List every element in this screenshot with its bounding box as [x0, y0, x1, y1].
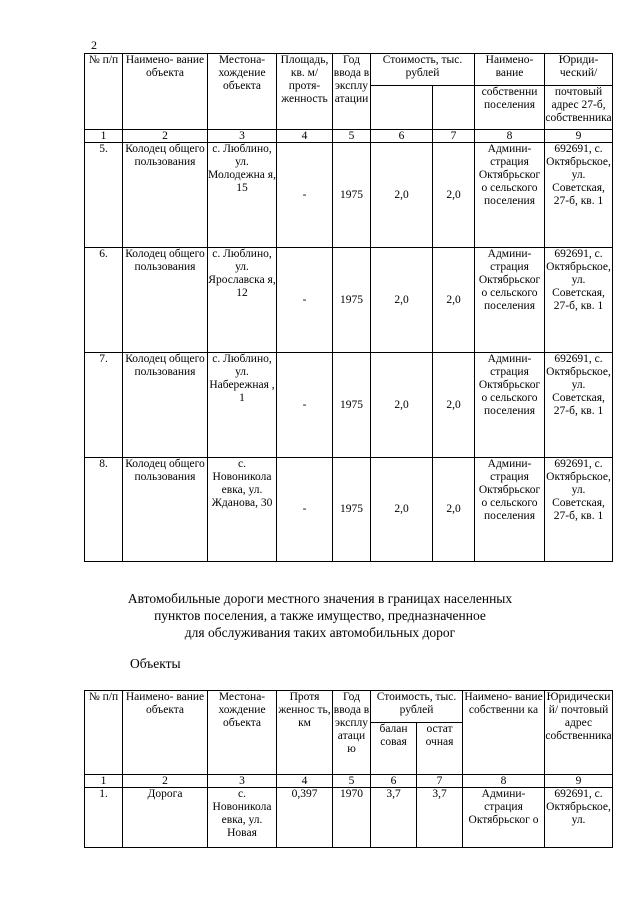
- row-address: 692691, с. Октябрьское, ул. Советская, 27-б, кв. 1: [545, 248, 613, 353]
- section-subheading: Объекты: [130, 656, 181, 671]
- row-location: с. Новоникола евка, ул. Жданова, 30: [208, 458, 277, 562]
- col-number: 3: [208, 130, 277, 143]
- page-number: 2: [91, 38, 97, 52]
- col-number: 6: [371, 775, 417, 788]
- row-balance: 2,0: [371, 353, 433, 458]
- header-legal-sub: почтовый адрес 27-б, собственника: [545, 86, 613, 130]
- row-balance: 2,0: [371, 248, 433, 353]
- row-residual: 2,0: [433, 353, 475, 458]
- header-year: Год ввода в эксплу атации: [333, 54, 371, 130]
- header-owner: Наимено- вание собственни ка: [463, 691, 545, 775]
- row-location: с. Люблино, ул. Ярославска я, 12: [208, 248, 277, 353]
- row-address: 692691, с. Октябрьское, ул. Советская, 27-б, кв. 1: [545, 458, 613, 562]
- column-numbers-row: [85, 130, 613, 143]
- section-heading: [90, 590, 550, 641]
- row-no: 7.: [85, 353, 123, 458]
- row-year: 1975: [333, 353, 371, 458]
- row-area: -: [277, 353, 333, 458]
- col-number: 4: [277, 130, 333, 143]
- row-balance: 2,0: [371, 458, 433, 562]
- row-balance: 3,7: [371, 788, 417, 848]
- table-row: [85, 248, 613, 353]
- row-location: с. Новоникола евка, ул. Новая: [208, 788, 277, 848]
- header-year: Год ввода в эксплу атаци ю: [333, 691, 371, 775]
- row-owner: Админи- страция Октябрьског о сельского поселения: [475, 353, 545, 458]
- row-no: 8.: [85, 458, 123, 562]
- header-legal: Юриди- ческий/: [545, 54, 613, 86]
- col-number: 4: [277, 775, 333, 788]
- row-residual: 2,0: [433, 143, 475, 248]
- heading-line: пунктов поселения, а также имущество, предназначенное: [154, 608, 486, 623]
- row-location: с. Люблино, ул. Набережная , 1: [208, 353, 277, 458]
- row-year: 1975: [333, 248, 371, 353]
- col-number: 1: [85, 130, 123, 143]
- header-cost: Стоимость, тыс. рублей: [371, 691, 463, 723]
- header-location: Местона- хождение объекта: [208, 691, 277, 775]
- header-balance: балан совая: [371, 723, 417, 775]
- col-number: 3: [208, 775, 277, 788]
- header-address: Юридически й/ почтовый адрес собственника: [545, 691, 613, 775]
- row-owner: Админи- страция Октябрьског о сельского поселения: [475, 143, 545, 248]
- col-number: 8: [475, 130, 545, 143]
- row-location: с. Люблино, ул. Молодежна я, 15: [208, 143, 277, 248]
- table-row: [85, 458, 613, 562]
- col-number: 1: [85, 775, 123, 788]
- col-number: 5: [333, 775, 371, 788]
- row-name: Колодец общего пользования: [123, 353, 208, 458]
- table-row: [85, 788, 613, 848]
- row-name: Колодец общего пользования: [123, 143, 208, 248]
- col-number: 2: [123, 775, 208, 788]
- row-owner: Админи- страция Октябрьског о: [463, 788, 545, 848]
- roads-table: [84, 690, 613, 848]
- header-residual: остат очная: [417, 723, 463, 775]
- col-number: 9: [545, 130, 613, 143]
- row-year: 1975: [333, 458, 371, 562]
- row-residual: 2,0: [433, 248, 475, 353]
- col-number: 8: [463, 775, 545, 788]
- col-number: 2: [123, 130, 208, 143]
- row-no: 5.: [85, 143, 123, 248]
- row-year: 1970: [333, 788, 371, 848]
- table-row: [85, 353, 613, 458]
- row-area: -: [277, 248, 333, 353]
- row-balance: 2,0: [371, 143, 433, 248]
- col-number: 7: [417, 775, 463, 788]
- row-address: 692691, с. Октябрьское, ул.: [545, 788, 613, 848]
- header-location: Местона- хождение объекта: [208, 54, 277, 130]
- col-number: 9: [545, 775, 613, 788]
- column-numbers-row: [85, 775, 613, 788]
- header-name: Наимено- вание объекта: [123, 691, 208, 775]
- wells-table: [84, 53, 613, 562]
- table-row: [85, 143, 613, 248]
- row-year: 1975: [333, 143, 371, 248]
- row-length: 0,397: [277, 788, 333, 848]
- row-owner: Админи- страция Октябрьског о сельского поселения: [475, 458, 545, 562]
- header-no: № п/п: [85, 691, 123, 775]
- row-residual: 3,7: [417, 788, 463, 848]
- row-residual: 2,0: [433, 458, 475, 562]
- row-address: 692691, с. Октябрьское, ул. Советская, 27-б, кв. 1: [545, 353, 613, 458]
- row-name: Дорога: [123, 788, 208, 848]
- col-number: 5: [333, 130, 371, 143]
- row-area: -: [277, 458, 333, 562]
- header-cost: Стоимость, тыс. рублей: [371, 54, 475, 86]
- col-number: 6: [371, 130, 433, 143]
- header-length: Протя женнос ть, км: [277, 691, 333, 775]
- row-name: Колодец общего пользования: [123, 248, 208, 353]
- header-name: Наимено- вание объекта: [123, 54, 208, 130]
- row-address: 692691, с. Октябрьское, ул. Советская, 27-б, кв. 1: [545, 143, 613, 248]
- header-no: № п/п: [85, 54, 123, 130]
- row-area: -: [277, 143, 333, 248]
- row-name: Колодец общего пользования: [123, 458, 208, 562]
- heading-line: Автомобильные дороги местного значения в границах населенных: [127, 591, 513, 606]
- heading-line: для обслуживания таких автомобильных дорог: [184, 625, 456, 640]
- header-area: Площадь, кв. м/ протя- женность: [277, 54, 333, 130]
- row-no: 6.: [85, 248, 123, 353]
- row-owner: Админи- страция Октябрьског о сельского поселения: [475, 248, 545, 353]
- header-owner: Наимено- вание: [475, 54, 545, 86]
- row-no: 1.: [85, 788, 123, 848]
- header-owner-sub: собственни поселения: [475, 86, 545, 130]
- col-number: 7: [433, 130, 475, 143]
